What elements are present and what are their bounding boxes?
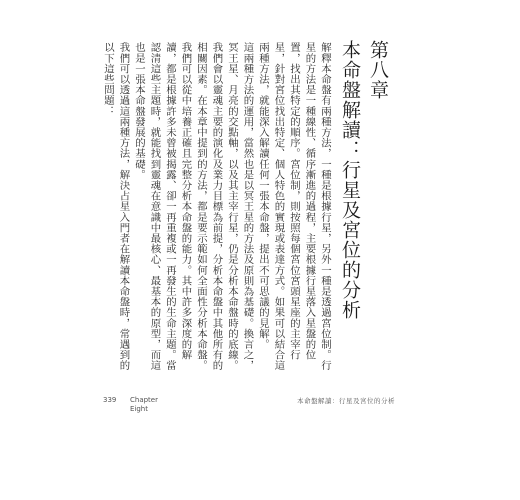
body-text — [100, 42, 333, 376]
page-number: 339 — [103, 396, 117, 404]
paragraph: 我們可以透過這兩種方法，解決占星入門者在解讀本命盤時，常遇到的以下這些問題： — [102, 42, 130, 371]
chapter-heading — [338, 40, 390, 320]
chapter-word: Chapter — [130, 396, 158, 404]
chapter-label: 第八章 — [367, 40, 389, 100]
paragraph: 解釋本命盤有兩種方法，一種是根據行星，另外一種是透過宮位制。行星的方法是一種線性、循序漸進的過程，主要根據行星落入星盤的位置，找出其特定的順序。宮位制，則按照每個宮位宮頭星座的主宰行星，針對宮位找出特定、個人特色的實現或表達方式。如果可以結合這兩種方法，就能深入解讀任何一張本命盤，提出不可思議的見解。 — [257, 42, 331, 371]
chapter-title: 本命盤解讀：行星及宮位的分析 — [339, 40, 361, 320]
chapter-number-word: Eight — [130, 405, 148, 413]
running-head: 本命盤解讀：行星及宮位的分析 — [297, 397, 395, 405]
paragraph: 這兩種方法的運用，當然也是以冥王星的方法及原則為基礎。換言之，冥王星、月亮的交點軸，以及其主宰行星，仍是分析本命盤時的底線。我們會以靈魂主要的演化及業力目標為前提，分析本命盤中其他所有的相關因素。在本章中提到的方法，都是要示範如何全面性分析本命盤。我們可以從中培養正確且完整分析本命盤的能力。其中許多深度的解讀，都是根據許多未曾被揭露、卻一再重複或一再發生的生命主題。當認清這些主題時，就能找到靈魂在意識中最核心、最基本的原型，而這也是一張本命盤發展的基礎。 — [133, 42, 254, 371]
chapter-english-label — [130, 396, 158, 414]
